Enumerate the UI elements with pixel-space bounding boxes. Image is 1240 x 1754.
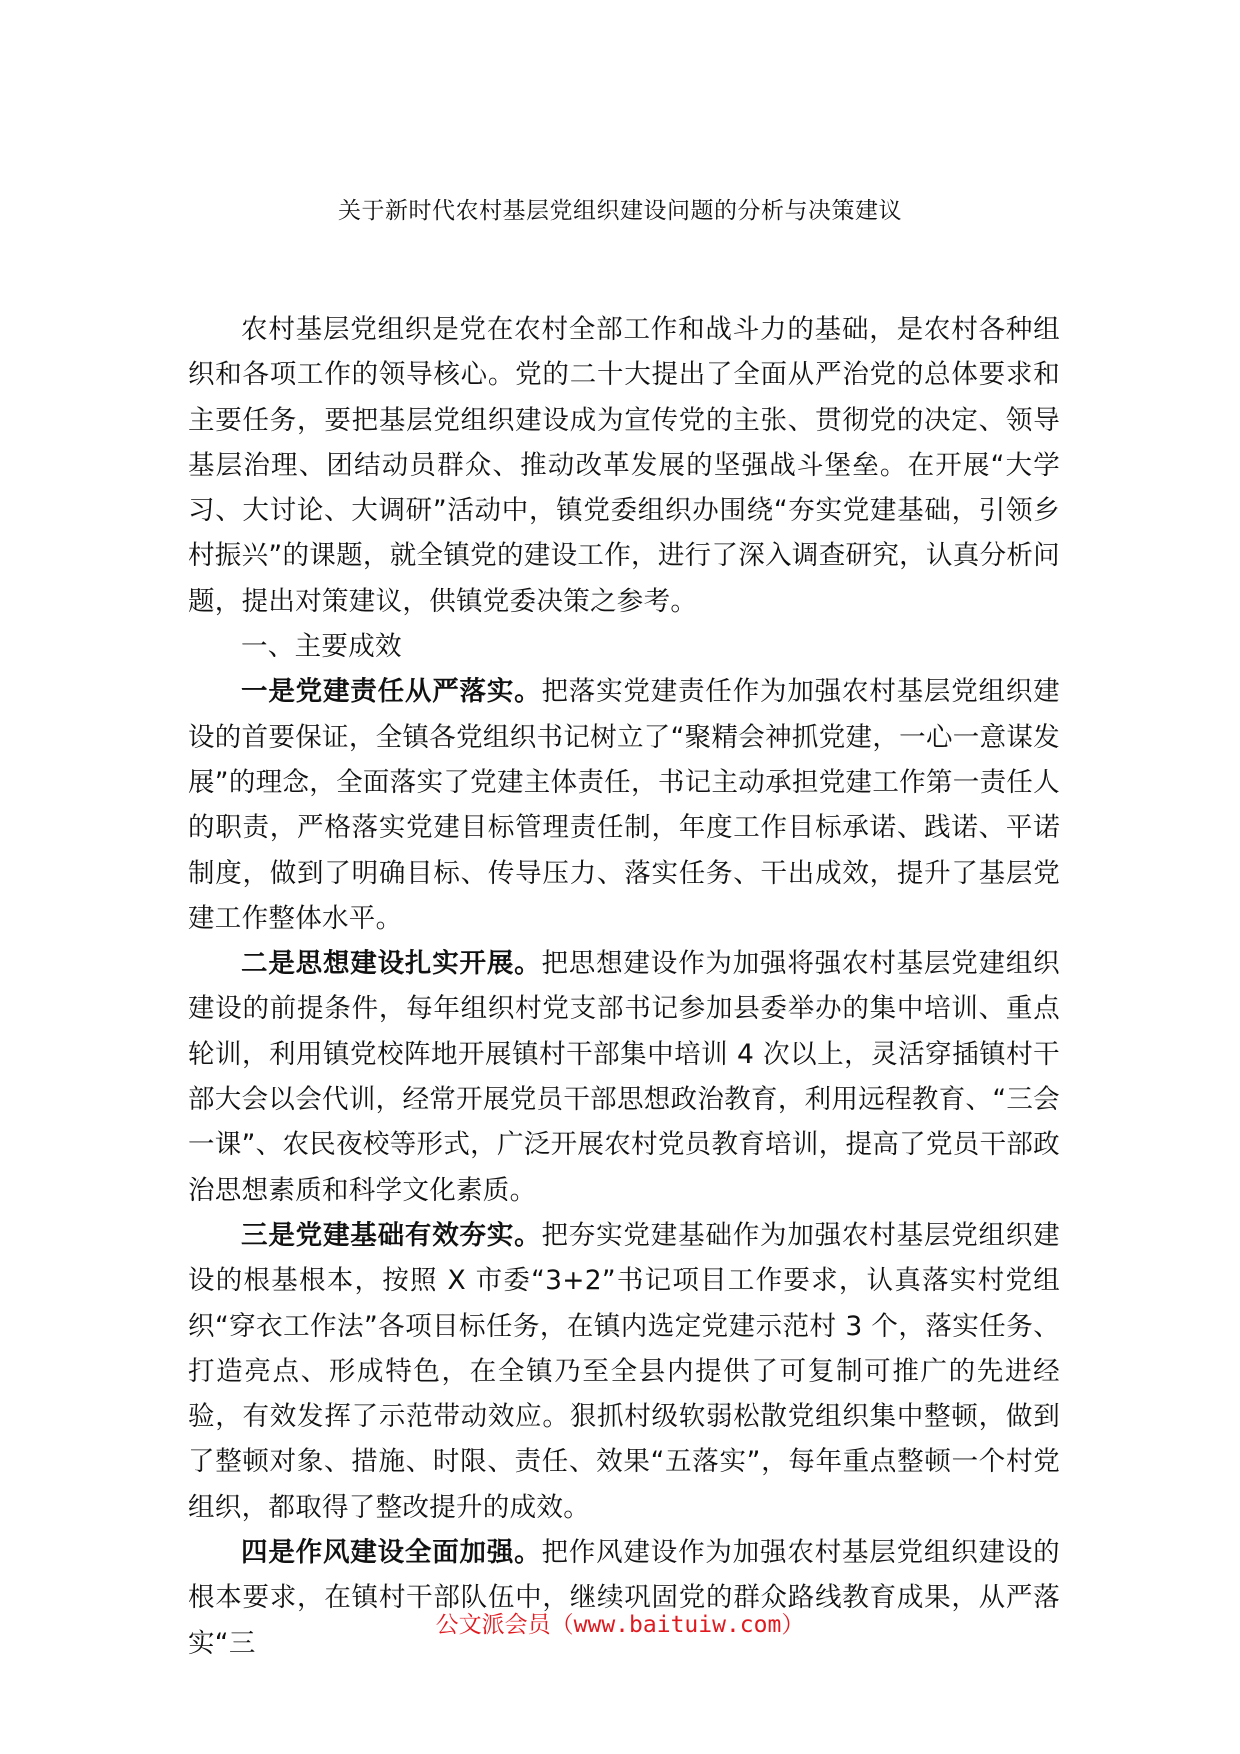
watermark-name: 公文派会员	[435, 1612, 551, 1638]
point-paragraph-1	[188, 669, 1060, 941]
point-paragraph-3	[188, 1213, 1060, 1530]
section-heading: 一、主要成效	[241, 631, 402, 663]
footer-watermark	[0, 1608, 1240, 1642]
document-title: 关于新时代农村基层党组织建设问题的分析与决策建议	[338, 198, 902, 224]
watermark-url: （www.baituiw.com）	[550, 1612, 805, 1638]
point-lead-4: 四是作风建设全面加强。	[241, 1537, 542, 1569]
intro-paragraph: 农村基层党组织是党在农村全部工作和战斗力的基础，是农村各种组织和各项工作的领导核心。党的二十大提出了全面从严治党的总体要求和主要任务，要把基层党组织建设成为宣传党的主张、贯彻党的决定、领导基层治理、团结动员群众、推动改革发展的坚强战斗堡垒。在开展“大学习、大讨论、大调研”活动中，镇党委组织办围绕“夯实党建基础，引领乡村振兴”的课题，就全镇党的建设工作，进行了深入调查研究，认真分析问题，提出对策建议，供镇党委决策之参考。	[188, 314, 1060, 617]
point-text-1: 把落实党建责任作为加强农村基层党组织建设的首要保证，全镇各党组织书记树立了“聚精会神抓党建，一心一意谋发展”的理念，全面落实了党建主体责任，书记主动承担党建工作第一责任人的职责，严格落实党建目标管理责任制，年度工作目标承诺、践诺、平诺制度，做到了明确目标、传导压力、落实任务、干出成效，提升了基层党建工作整体水平。	[188, 676, 1060, 934]
point-text-3: 把夯实党建基础作为加强农村基层党组织建设的根基根本，按照 X 市委“3+2”书记项目工作要求，认真落实村党组织“穿衣工作法”各项目标任务，在镇内选定党建示范村 3 个，落实任务、打造亮点、形成特色，在全镇乃至全县内提供了可复制可推广的先进经验，有效发挥了示范带动效应。狠抓村级软弱松散党组织集中整顿，做到了整顿对象、措施、时限、责任、效果“五落实”，每年重点整顿一个村党组织，都取得了整改提升的成效。	[188, 1219, 1060, 1523]
document-body	[188, 307, 1060, 1666]
point-text-2: 把思想建设作为加强将强农村基层党建组织建设的前提条件，每年组织村党支部书记参加县委举办的集中培训、重点轮训，利用镇党校阵地开展镇村干部集中培训 4 次以上，灵活穿插镇村干部大会以会代训，经常开展党员干部思想政治教育，利用远程教育、“三会一课”、农民夜校等形式，广泛开展农村党员教育培训，提高了党员干部政治思想素质和科学文化素质。	[188, 948, 1060, 1206]
point-lead-1: 一是党建责任从严落实。	[241, 676, 542, 708]
point-text-4: 把作风建设作为加强农村基层党组织建设的根本要求，在镇村干部队伍中，继续巩固党的群众路线教育成果，从严落实“三	[188, 1537, 1060, 1659]
point-paragraph-2	[188, 941, 1060, 1213]
point-paragraph-4	[188, 1530, 1060, 1666]
point-lead-3: 三是党建基础有效夯实。	[241, 1219, 542, 1251]
point-lead-2: 二是思想建设扎实开展。	[241, 948, 542, 980]
